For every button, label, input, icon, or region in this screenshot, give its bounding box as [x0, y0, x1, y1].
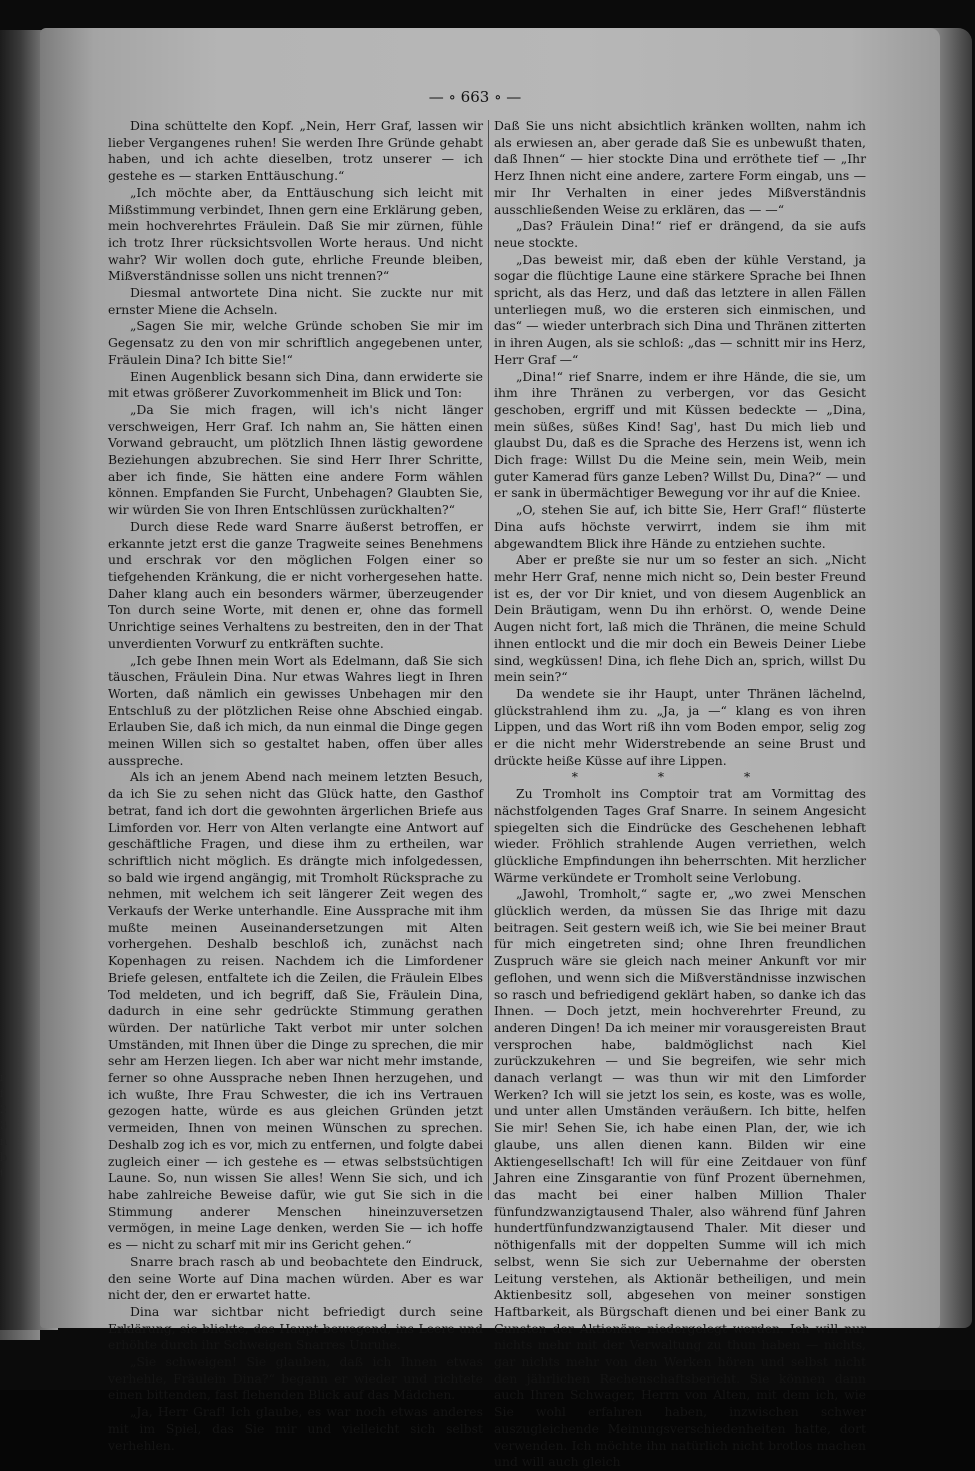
paragraph: „Sie schweigen! Sie glauben, daß ich Ihnen etwas verhehle, Fräulein Dina?“ begann er wieder und richtete einen bittenden, fast flehenden Blick auf das Mädchen. [108, 1354, 483, 1403]
paragraph: „Das beweist mir, daß eben der kühle Verstand, ja sogar die flüchtige Laune eine stärkere Sprache bei Ihnen spricht, als das Herz, und daß das letztere in allen Fällen unterliegen muß, wo die ersteren sich einmischen, und das“ — wieder unterbrach sich Dina und Thränen zitterten in ihren Augen, als sie schloß: „das — schnitt mir ins Herz, Herr Graf —“ [494, 251, 866, 367]
paragraph: „Das? Fräulein Dina!“ rief er drängend, da sie aufs neue stockte. [494, 218, 866, 250]
right-text-column [494, 118, 866, 1471]
margin-letter: n [0, 1135, 8, 1148]
paragraph: „Da Sie mich fragen, will ich's nicht länger verschweigen, Herr Graf. Ich nahm an, Sie hätten einen Vorwand gebraucht, um plötzlich Ihnen lästig gewordene Beziehungen abzubrechen. Sie sind Herr Ihrer Schritte, aber ich finde, Sie hätten eine andere Form wählen können. Empfanden Sie Furcht, Unbehagen? Glaubten Sie, wir würden Sie von Ihren Entschlüssen zurückhalten?“ [108, 401, 483, 518]
paragraph: „Dina!“ rief Snarre, indem er ihre Hände, die sie, um ihm ihre Thränen zu verbergen, vor das Gesicht geschoben, ergriff und mit Küssen bedeckte — „Dina, mein süßes, süßes Kind! Sag', hast Du mich lieb und glaubst Du, daß es die Sprache des Herzens ist, wenn ich Dich frage: Willst Du die Meine sein, mein Weib, mein guter Kamerad fürs ganze Leben? Willst Du, Dina?“ — und er sank in übermächtiger Bewegung vor ihr auf die Kniee. [494, 368, 866, 501]
paragraph: Snarre brach rasch ab und beobachtete den Eindruck, den seine Worte auf Dina machen würden. Aber es war nicht der, den er erwartet hatte. [108, 1253, 483, 1303]
paragraph: Daß Sie uns nicht absichtlich kränken wollten, nahm ich als erwiesen an, aber gerade daß Sie es unbewußt thaten, daß Ihnen“ — hier stockte Dina und erröthete tief — „Ihr Herz Ihnen nicht eine andere, zartere Form eingab, uns — mir Ihr Verhalten in einer jedes Mißverständnis ausschließenden Weise zu erklären, das — —“ [494, 118, 866, 217]
paragraph: „Sagen Sie mir, welche Gründe schoben Sie mir im Gegensatz zu den von mir schriftlich angegebenen unter, Fräulein Dina? Ich bitte Sie!“ [108, 318, 483, 367]
margin-letter: f [0, 1087, 5, 1100]
paragraph: „Ich möchte aber, da Enttäuschung sich leicht mit Mißstimmung verbindet, Ihnen gern eine Erklärung geben, mein hochverehrtes Fräulein. Daß Sie mir zürnen, fühle ich trotz Ihrer rücksichtsvollen Worte heraus. Und nicht wahr? Wir wollen doch gute, ehrliche Freunde bleiben, Mißverständnisse sollen uns nicht trennen?“ [108, 184, 483, 284]
paragraph: Dina war sichtbar nicht befriedigt durch seine Erklärung, sie blickte, das Haupt bewegend, ins Leere und erhöhte durch ihr Schweigen Snarres Unruhe. [108, 1303, 483, 1353]
paragraph: „Jawohl, Tromholt,“ sagte er, „wo zwei Menschen glücklich werden, da müssen Sie das Ihrige mit dazu beitragen. Seit gestern weiß ich, wie Sie bei meiner Braut für mich eingetreten sind; ohne Ihren freundlichen Zuspruch wäre sie gleich nach meiner Ankunft vor mir geflohen, und wenn sich die Mißverständnisse inzwischen so rasch und befriedigend geklärt haben, so danke ich das Ihnen. — Doch jetzt, mein hochverehrter Freund, zu anderen Dingen! Da ich meiner mir vorausgereisten Braut versprochen habe, baldmöglichst nach Kiel zurückzukehren — und Sie begreifen, wie sehr mich danach verlangt — was thun wir mit den Limforder Werken? Ich will sie jetzt los sein, es koste, was es wolle, und unter allen Umständen veräußern. Ich bitte, helfen Sie mir! Sehen Sie, ich habe einen Plan, der, wie ich glaube, uns allen dienen kann. Bilden wir eine Aktiengesellschaft! Ich will für eine Zeitdauer von fünf Jahren eine Zinsgarantie von fünf Prozent übernehmen, das macht bei einer halben Million Thaler fünfundzwanzigtausend Thaler, also während fünf Jahren hundertfünfundzwanzigtausend Thaler. Mit dieser und nöthigenfalls mit der doppelten Summe will ich mich selbst, wenn Sie sich zur Uebernahme der obersten Leitung verstehen, als Aktionär betheiligen, und mein Aktienbesitz soll, abgesehen von meiner sonstigen Haftbarkeit, als Bürgschaft dienen und bei einer Bank zu Gunsten der Aktionäre niedergelegt werden. Ich will nur nichts mehr mit der Verwaltung zu thun haben — nichts, gar nichts mehr von den Werken hören und selbst nicht den jährlichen Rechenschaftsbericht. Sie können dann auch Ihren Schwager, Herrn von Alten, mit dem ich, wie Sie wohl erfahren haben, inzwischen schwer auszugleichende Meinungsverschiedenheiten hatte, dort verwenden. Ich möchte ihn natürlich nicht brotlos machen und will auch gleich [494, 886, 866, 1470]
paragraph: Diesmal antwortete Dina nicht. Sie zuckte nur mit ernster Miene die Achseln. [108, 285, 483, 317]
paragraph: „O, stehen Sie auf, ich bitte Sie, Herr Graf!“ flüsterte Dina aufs höchste verwirrt, indem sie ihm mit abgewandtem Blick ihre Hände zu entziehen suchte. [494, 502, 866, 551]
column-divider [488, 120, 489, 1200]
margin-letter: 2 [0, 1103, 7, 1116]
page-number: — ∘ 663 ∘ — [428, 88, 522, 106]
facing-page-margin-letters [0, 1070, 14, 1182]
right-column-part-one [494, 118, 866, 769]
paragraph: Aber er preßte sie nur um so fester an sich. „Nicht mehr Herr Graf, nenne mich nicht so, Dein bester Freund ist es, der vor Dir kniet, und von diesem Augenblick an Dein Bräutigam, wenn Du ihn erhörst. O, wende Deine Augen nicht fort, laß mich die Thränen, die meine Schuld ihnen entlockt und die mir doch ein Beweis Deiner Liebe sind, wegküssen! Dina, ich flehe Dich an, sprich, willst Du mein sein?“ [494, 552, 866, 685]
paragraph: „Ja, Herr Graf! Ich glaube, es war noch etwas anderes mit im Spiel, das Sie mir und vielleicht sich selbst verhehlen. [108, 1404, 483, 1453]
paragraph: Als ich an jenem Abend nach meinem letzten Besuch, da ich Sie zu sehen nicht das Glück hatte, den Gasthof betrat, fand ich dort die gewohnten ärgerlichen Briefe aus Limforden vor. Herr von Alten verlangte eine Antwort auf geschäftliche Fragen, und diese ihm zu ertheilen, war schriftlich nicht möglich. Es drängte mich infolgedessen, so bald wie irgend angängig, mit Tromholt Rücksprache zu nehmen, mit welchem ich seit längerer Zeit wegen des Verkaufs der Werke unterhandle. Eine Aussprache mit ihm mußte meinen Auseinandersetzungen mit Alten vorhergehen. Deshalb beschloß ich, zunächst nach Kopenhagen zu reisen. Nachdem ich die Limfordener Briefe gelesen, entfaltete ich die Zeilen, die Fräulein Elbes Tod meldeten, und ich begriff, daß Sie, Fräulein Dina, dadurch in eine sehr gedrückte Stimmung gerathen würden. Der natürliche Takt verbot mir unter solchen Umständen, mit Ihnen über die Dinge zu sprechen, die mir sehr am Herzen liegen. Ich aber war nicht mehr imstande, ferner so ohne Aussprache neben Ihnen herzugehen, und ich wußte, Ihre Frau Schwester, die ich ins Vertrauen gezogen hatte, würde es aus gleichen Gründen jetzt vermeiden, Ihnen von meinen Wünschen zu sprechen. Deshalb zog ich es vor, mich zu entfernen, und folgte dabei zugleich einer — ich gestehe es — etwas selbstsüchtigen Laune. So, nun wissen Sie alles! Wenn Sie sich, und ich habe zahlreiche Beweise dafür, wie gut Sie sich in die Stimmung anderer Menschen hineinzuversetzen vermögen, in meine Lage denken, werden Sie — ich hoffe es — nicht zu scharf mit mir ins Gericht gehen.“ [108, 769, 483, 1253]
left-text-column [108, 118, 483, 1454]
section-asterism: * * * [571, 769, 789, 785]
paragraph: Dina schüttelte den Kopf. „Nein, Herr Graf, lassen wir lieber Vergangenes ruhen! Sie werden Ihre Gründe gehabt haben, und ich achte dieselben, trotz unserer — ich gestehe es — starken Enttäuschung.“ [108, 118, 483, 184]
paragraph: Zu Tromholt ins Comptoir trat am Vormittag des nächstfolgenden Tages Graf Snarre. In seinem Angesicht spiegelten sich die Eindrücke des Geschehenen lebhaft wieder. Fröhlich strahlende Augen verriethen, welch glückliche Empfindungen ihn beherrschten. Mit herzlicher Wärme verkündete er Tromholt seine Verlobung. [494, 786, 866, 885]
margin-letter: 3 [0, 1119, 7, 1132]
margin-letter: b [0, 1151, 8, 1164]
paragraph: „Ich gebe Ihnen mein Wort als Edelmann, daß Sie sich täuschen, Fräulein Dina. Nur etwas Wahres liegt in Ihren Worten, daß nämlich ein gewisses Unbehagen mir den Entschluß zu der plötzlichen Reise ohne Abschied eingab. Erlauben Sie, daß ich mich, da nun einmal die Dinge gegen meinen Willen sich so gestaltet haben, offen über alles ausspreche. [108, 652, 483, 768]
margin-letter: t [0, 1167, 5, 1180]
paragraph: Da wendete sie ihr Haupt, unter Thränen lächelnd, glückstrahlend ihm zu. „Ja, ja —“ klang es von ihren Lippen, und das Wort riß ihn vom Boden empor, selig zog er die nicht mehr Widerstrebende an seine Brust und drückte heiße Küsse auf ihre Lippen. [494, 685, 866, 768]
paragraph: Einen Augenblick besann sich Dina, dann erwiderte sie mit etwas größerer Zuvorkommenheit im Blick und Ton: [108, 368, 483, 401]
right-column-part-two [494, 786, 866, 1471]
paragraph: Durch diese Rede ward Snarre äußerst betroffen, er erkannte jetzt erst die ganze Tragweite seines Benehmens und erschrak vor den möglichen Folgen einer so tiefgehenden Kränkung, die er nicht vorhergesehen hatte. Daher klang auch ein besonders wärmer, überzeugender Ton durch seine Worte, mit denen er, ohne das formell Unrichtige seines Verhaltens zu bestreiten, den in der That unverdienten Vorwurf zu entkräften suchte. [108, 518, 483, 651]
margin-letter: r [0, 1071, 6, 1084]
